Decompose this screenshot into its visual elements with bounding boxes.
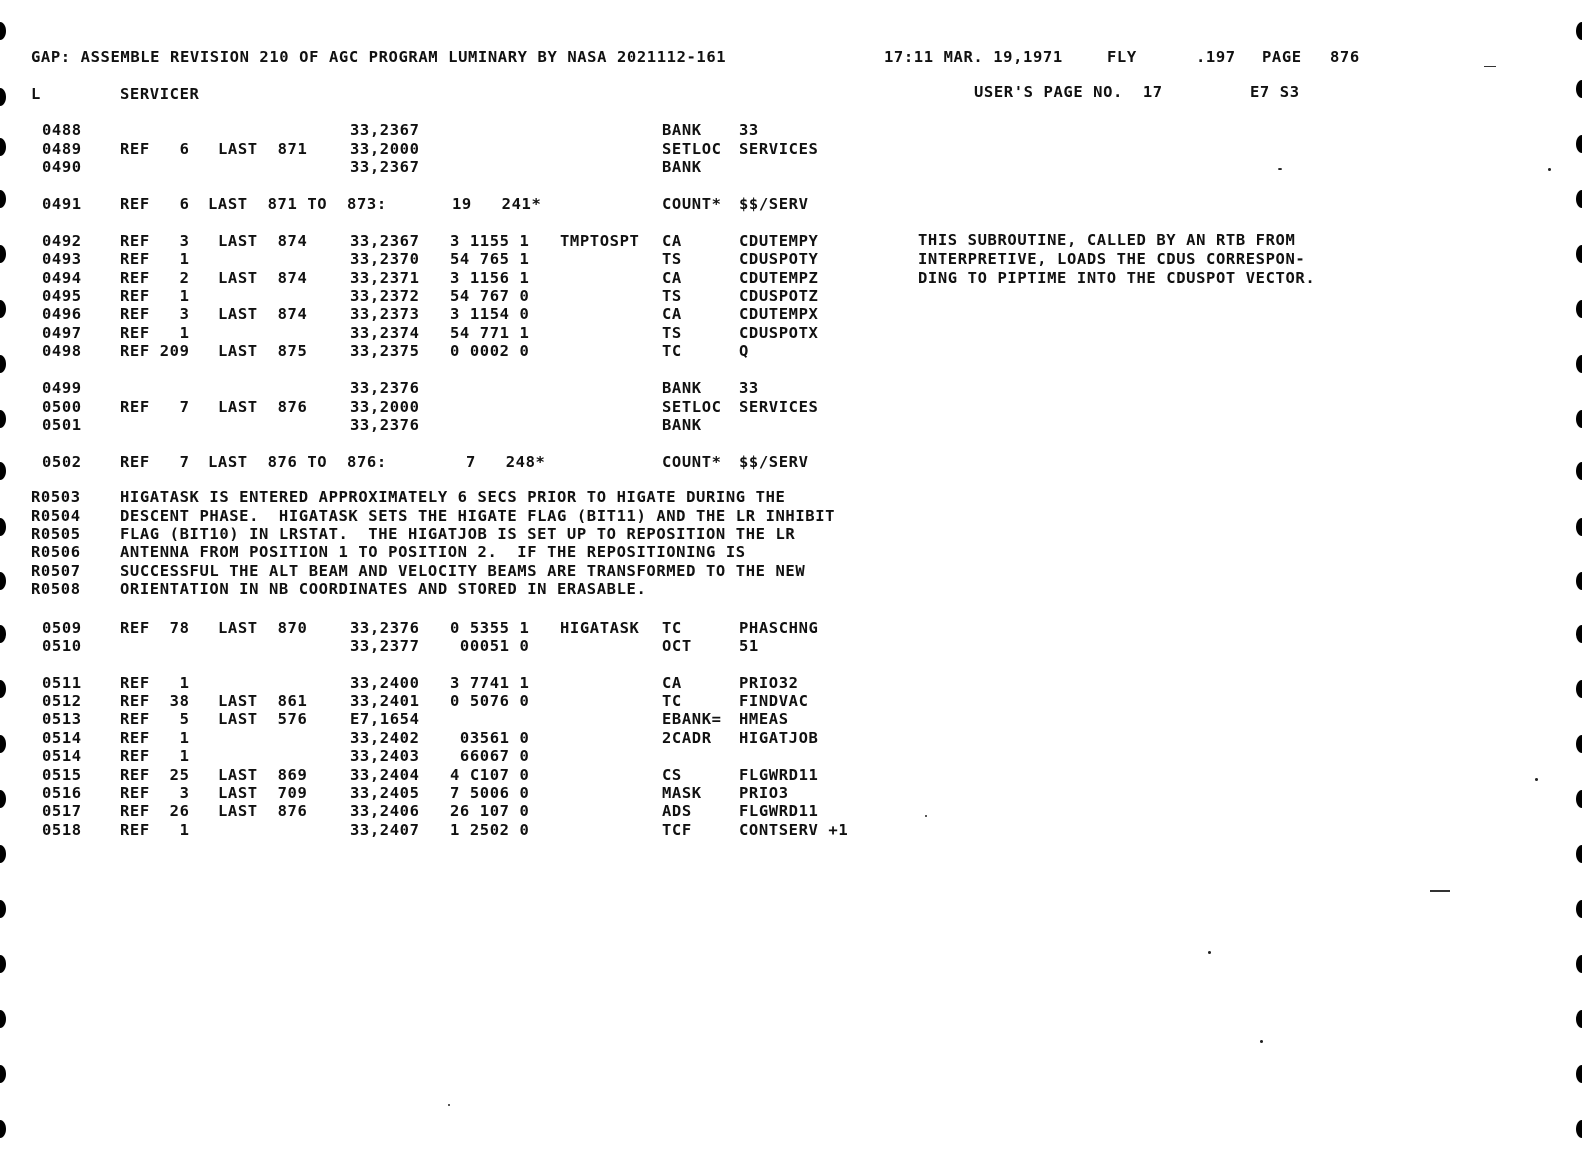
listing-code: 54 765 1 [450, 250, 530, 268]
feed-hole-left [0, 355, 6, 373]
listing-addr: 33,2374 [350, 324, 420, 342]
listing-line: 0496 [42, 305, 82, 323]
print-speck [1260, 1040, 1263, 1043]
listing-operand: SERVICES [739, 398, 819, 416]
listing-operand: CDUSPOTZ [739, 287, 819, 305]
listing-code: 54 771 1 [450, 324, 530, 342]
listing-op: SETLOC [662, 140, 722, 158]
listing-addr: 33,2372 [350, 287, 420, 305]
listing-op: TS [662, 324, 682, 342]
listing-last: LAST 874 [218, 232, 308, 250]
listing-op: BANK [662, 379, 702, 397]
feed-hole-left [0, 735, 6, 753]
feed-hole-left [0, 22, 6, 40]
listing-op: TCF [662, 821, 692, 839]
listing-operand: Q [739, 342, 749, 360]
listing-ref: REF 25 [120, 766, 190, 784]
listing-ref: REF 6 [120, 195, 190, 213]
listing-last: LAST 871 [218, 140, 308, 158]
feed-hole-right [1576, 410, 1582, 428]
feed-hole-right [1576, 518, 1582, 536]
listing-last: LAST 874 [218, 269, 308, 287]
listing-op: BANK [662, 121, 702, 139]
listing-ref: REF 1 [120, 821, 190, 839]
listing-code: 00051 0 [450, 637, 530, 655]
print-speck [1548, 168, 1551, 171]
listing-op: ADS [662, 802, 692, 820]
listing-operand: HIGATJOB [739, 729, 819, 747]
listing-last: LAST 876 TO 876: [208, 453, 387, 471]
feed-hole-left [0, 955, 6, 973]
listing-ref: REF 7 [120, 453, 190, 471]
timestamp: 17:11 MAR. 19,1971 [884, 48, 1063, 66]
feed-hole-right [1576, 1065, 1582, 1083]
print-mark [1484, 66, 1496, 67]
listing-addr: 33,2367 [350, 158, 420, 176]
feed-hole-right [1576, 845, 1582, 863]
listing-op: 2CADR [662, 729, 712, 747]
listing-operand: CDUTEMPZ [739, 269, 819, 287]
remark-number: R0508 [31, 580, 81, 598]
listing-line: 0491 [42, 195, 82, 213]
print-speck [1535, 778, 1538, 781]
listing-ref: REF 1 [120, 250, 190, 268]
listing-operand: CDUTEMPX [739, 305, 819, 323]
listing-op: EBANK= [662, 710, 722, 728]
listing-ref: REF 1 [120, 747, 190, 765]
listing-addr: 33,2000 [350, 398, 420, 416]
feed-hole-right [1576, 190, 1582, 208]
listing-line: 0493 [42, 250, 82, 268]
listing-addr: 33,2402 [350, 729, 420, 747]
listing-last: LAST 871 TO 873: [208, 195, 387, 213]
side-comment-line: THIS SUBROUTINE, CALLED BY AN RTB FROM [918, 231, 1296, 249]
feed-hole-right [1576, 462, 1582, 480]
feed-hole-left [0, 790, 6, 808]
listing-label: HIGATASK [560, 619, 640, 637]
listing-op: BANK [662, 416, 702, 434]
feed-hole-left [0, 1010, 6, 1028]
listing-ref: REF 5 [120, 710, 190, 728]
feed-hole-left [0, 190, 6, 208]
listing-op: BANK [662, 158, 702, 176]
feed-hole-left [0, 1120, 6, 1138]
listing-operand: PHASCHNG [739, 619, 819, 637]
feed-hole-left [0, 138, 6, 156]
listing-addr: 33,2376 [350, 379, 420, 397]
listing-line: 0516 [42, 784, 82, 802]
listing-addr: 33,2403 [350, 747, 420, 765]
page-label: PAGE [1262, 48, 1302, 66]
feed-hole-right [1576, 735, 1582, 753]
listing-last: LAST 876 [218, 398, 308, 416]
feed-hole-right [1576, 1120, 1582, 1138]
listing-op: OCT [662, 637, 692, 655]
listing-addr: 33,2000 [350, 140, 420, 158]
listing-addr: 33,2400 [350, 674, 420, 692]
feed-hole-left [0, 900, 6, 918]
listing-label: TMPTOSPT [560, 232, 640, 250]
listing-line: 0501 [42, 416, 82, 434]
feed-hole-left [0, 680, 6, 698]
listing-operand: PRIO32 [739, 674, 799, 692]
listing-line: 0512 [42, 692, 82, 710]
listing-last: LAST 870 [218, 619, 308, 637]
feed-hole-right [1576, 955, 1582, 973]
listing-addr: 33,2375 [350, 342, 420, 360]
feed-hole-left [0, 300, 6, 318]
listing-op: CA [662, 674, 682, 692]
listing-code: 4 C107 0 [450, 766, 530, 784]
listing-operand: 51 [739, 637, 759, 655]
feed-hole-left [0, 410, 6, 428]
listing-addr: 33,2367 [350, 121, 420, 139]
listing-line: 0514 [42, 729, 82, 747]
listing-op: CA [662, 305, 682, 323]
feed-hole-left [0, 1065, 6, 1083]
listing-operand: SERVICES [739, 140, 819, 158]
remark-text: ORIENTATION IN NB COORDINATES AND STORED IN ERASABLE. [120, 580, 647, 598]
listing-op: TS [662, 287, 682, 305]
print-speck [1278, 168, 1282, 170]
feed-hole-left [0, 88, 6, 106]
listing-code: 0 5076 0 [450, 692, 530, 710]
listing-addr: 33,2370 [350, 250, 420, 268]
listing-ref: REF 3 [120, 784, 190, 802]
feed-hole-right [1576, 300, 1582, 318]
listing-last: LAST 576 [218, 710, 308, 728]
remark-text: FLAG (BIT10) IN LRSTAT. THE HIGATJOB IS SET UP TO REPOSITION THE LR [120, 525, 796, 543]
listing-line: 0515 [42, 766, 82, 784]
listing-ref: REF 26 [120, 802, 190, 820]
listing-line: 0517 [42, 802, 82, 820]
listing-operand: CDUSPOTX [739, 324, 819, 342]
listing-ref: REF 3 [120, 232, 190, 250]
remark-number: R0507 [31, 562, 81, 580]
listing-addr: 33,2376 [350, 619, 420, 637]
listing-op: COUNT* [662, 195, 722, 213]
listing-addr: 33,2371 [350, 269, 420, 287]
remark-text: DESCENT PHASE. HIGATASK SETS THE HIGATE FLAG (BIT11) AND THE LR INHIBIT [120, 507, 836, 525]
listing-op: CA [662, 269, 682, 287]
listing-op: SETLOC [662, 398, 722, 416]
feed-hole-left [0, 518, 6, 536]
listing-ref: REF 1 [120, 674, 190, 692]
listing-op: TC [662, 619, 682, 637]
listing-code: 26 107 0 [450, 802, 530, 820]
listing-op: TS [662, 250, 682, 268]
remark-text: SUCCESSFUL THE ALT BEAM AND VELOCITY BEAMS ARE TRANSFORMED TO THE NEW [120, 562, 806, 580]
listing-line: 0514 [42, 747, 82, 765]
section-name: SERVICER [120, 85, 200, 103]
listing-op: TC [662, 342, 682, 360]
listing-last: LAST 861 [218, 692, 308, 710]
listing-line: 0509 [42, 619, 82, 637]
listing-line: 0495 [42, 287, 82, 305]
listing-last: LAST 876 [218, 802, 308, 820]
listing-operand: PRIO3 [739, 784, 789, 802]
listing-code: 3 1156 1 [450, 269, 530, 287]
listing-code: 03561 0 [450, 729, 530, 747]
listing-line: 0492 [42, 232, 82, 250]
listing-code: 66067 0 [450, 747, 530, 765]
listing-ref: REF 3 [120, 305, 190, 323]
listing-addr: E7,1654 [350, 710, 420, 728]
listing-ref: REF 38 [120, 692, 190, 710]
listing-op: CA [662, 232, 682, 250]
listing-addr: 33,2367 [350, 232, 420, 250]
listing-code: 3 1155 1 [450, 232, 530, 250]
feed-hole-right [1576, 135, 1582, 153]
feed-hole-left [0, 245, 6, 263]
listing-ref: REF 209 [120, 342, 190, 360]
print-speck [925, 815, 927, 817]
listing-operand: CDUTEMPY [739, 232, 819, 250]
listing-code: 7 248* [466, 453, 546, 471]
listing-line: 0513 [42, 710, 82, 728]
listing-line: 0494 [42, 269, 82, 287]
listing-line: 0499 [42, 379, 82, 397]
listing-line: 0498 [42, 342, 82, 360]
fly-label: FLY [1107, 48, 1137, 66]
assembly-header: GAP: ASSEMBLE REVISION 210 OF AGC PROGRAM LUMINARY BY NASA 2021112-161 [31, 48, 727, 66]
listing-operand: FLGWRD11 [739, 802, 819, 820]
users-page-number: USER'S PAGE NO. 17 [974, 83, 1163, 101]
feed-hole-left [0, 845, 6, 863]
feed-hole-right [1576, 790, 1582, 808]
listing-operand: CONTSERV +1 [739, 821, 849, 839]
listing-code: 54 767 0 [450, 287, 530, 305]
listing-code: 0 0002 0 [450, 342, 530, 360]
listing-operand: HMEAS [739, 710, 789, 728]
feed-hole-right [1576, 625, 1582, 643]
listing-ref: REF 7 [120, 398, 190, 416]
listing-ref: REF 78 [120, 619, 190, 637]
listing-line: 0490 [42, 158, 82, 176]
remark-number: R0504 [31, 507, 81, 525]
feed-hole-left [0, 625, 6, 643]
feed-hole-right [1576, 900, 1582, 918]
listing-operand: FLGWRD11 [739, 766, 819, 784]
listing-op: TC [662, 692, 682, 710]
listing-code: 19 241* [452, 195, 542, 213]
listing-ref: REF 1 [120, 324, 190, 342]
listing-ref: REF 1 [120, 729, 190, 747]
fly-number: .197 [1196, 48, 1236, 66]
remark-number: R0506 [31, 543, 81, 561]
listing-ref: REF 2 [120, 269, 190, 287]
side-comment-line: INTERPRETIVE, LOADS THE CDUS CORRESPON- [918, 250, 1306, 268]
listing-op: MASK [662, 784, 702, 802]
listing-line: 0511 [42, 674, 82, 692]
feed-hole-right [1576, 80, 1582, 98]
page-number: 876 [1330, 48, 1360, 66]
listing-last: LAST 869 [218, 766, 308, 784]
ebank-sbank: E7 S3 [1250, 83, 1300, 101]
feed-hole-right [1576, 245, 1582, 263]
listing-operand: 33 [739, 379, 759, 397]
listing-line: 0510 [42, 637, 82, 655]
listing-op: COUNT* [662, 453, 722, 471]
listing-ref: REF 1 [120, 287, 190, 305]
listing-addr: 33,2376 [350, 416, 420, 434]
listing-op: CS [662, 766, 682, 784]
listing-line: 0502 [42, 453, 82, 471]
feed-hole-right [1576, 355, 1582, 373]
remark-number: R0503 [31, 488, 81, 506]
listing-line: 0518 [42, 821, 82, 839]
listing-line: 0500 [42, 398, 82, 416]
print-mark [1430, 890, 1450, 892]
feed-hole-right [1576, 680, 1582, 698]
feed-hole-left [0, 572, 6, 590]
listing-operand: $$/SERV [739, 453, 809, 471]
feed-hole-right [1576, 572, 1582, 590]
listing-addr: 33,2406 [350, 802, 420, 820]
remark-text: ANTENNA FROM POSITION 1 TO POSITION 2. IF THE REPOSITIONING IS [120, 543, 746, 561]
listing-operand: 33 [739, 121, 759, 139]
listing-code: 7 5006 0 [450, 784, 530, 802]
listing-last: LAST 874 [218, 305, 308, 323]
listing-ref: REF 6 [120, 140, 190, 158]
print-speck [1208, 951, 1211, 954]
listing-line: 0488 [42, 121, 82, 139]
listing-addr: 33,2407 [350, 821, 420, 839]
listing-last: LAST 875 [218, 342, 308, 360]
listing-line: 0497 [42, 324, 82, 342]
listing-code: 1 2502 0 [450, 821, 530, 839]
listing-last: LAST 709 [218, 784, 308, 802]
listing-addr: 33,2404 [350, 766, 420, 784]
listing-addr: 33,2401 [350, 692, 420, 710]
feed-hole-right [1576, 22, 1582, 40]
section-letter: L [31, 85, 41, 103]
listing-addr: 33,2405 [350, 784, 420, 802]
print-speck [448, 1104, 450, 1106]
remark-text: HIGATASK IS ENTERED APPROXIMATELY 6 SECS PRIOR TO HIGATE DURING THE [120, 488, 786, 506]
listing-code: 3 7741 1 [450, 674, 530, 692]
listing-operand: CDUSPOTY [739, 250, 819, 268]
listing-code: 3 1154 0 [450, 305, 530, 323]
side-comment-line: DING TO PIPTIME INTO THE CDUSPOT VECTOR. [918, 269, 1316, 287]
listing-addr: 33,2373 [350, 305, 420, 323]
listing-code: 0 5355 1 [450, 619, 530, 637]
listing-line: 0489 [42, 140, 82, 158]
listing-addr: 33,2377 [350, 637, 420, 655]
feed-hole-left [0, 462, 6, 480]
listing-operand: FINDVAC [739, 692, 809, 710]
listing-operand: $$/SERV [739, 195, 809, 213]
remark-number: R0505 [31, 525, 81, 543]
feed-hole-right [1576, 1010, 1582, 1028]
